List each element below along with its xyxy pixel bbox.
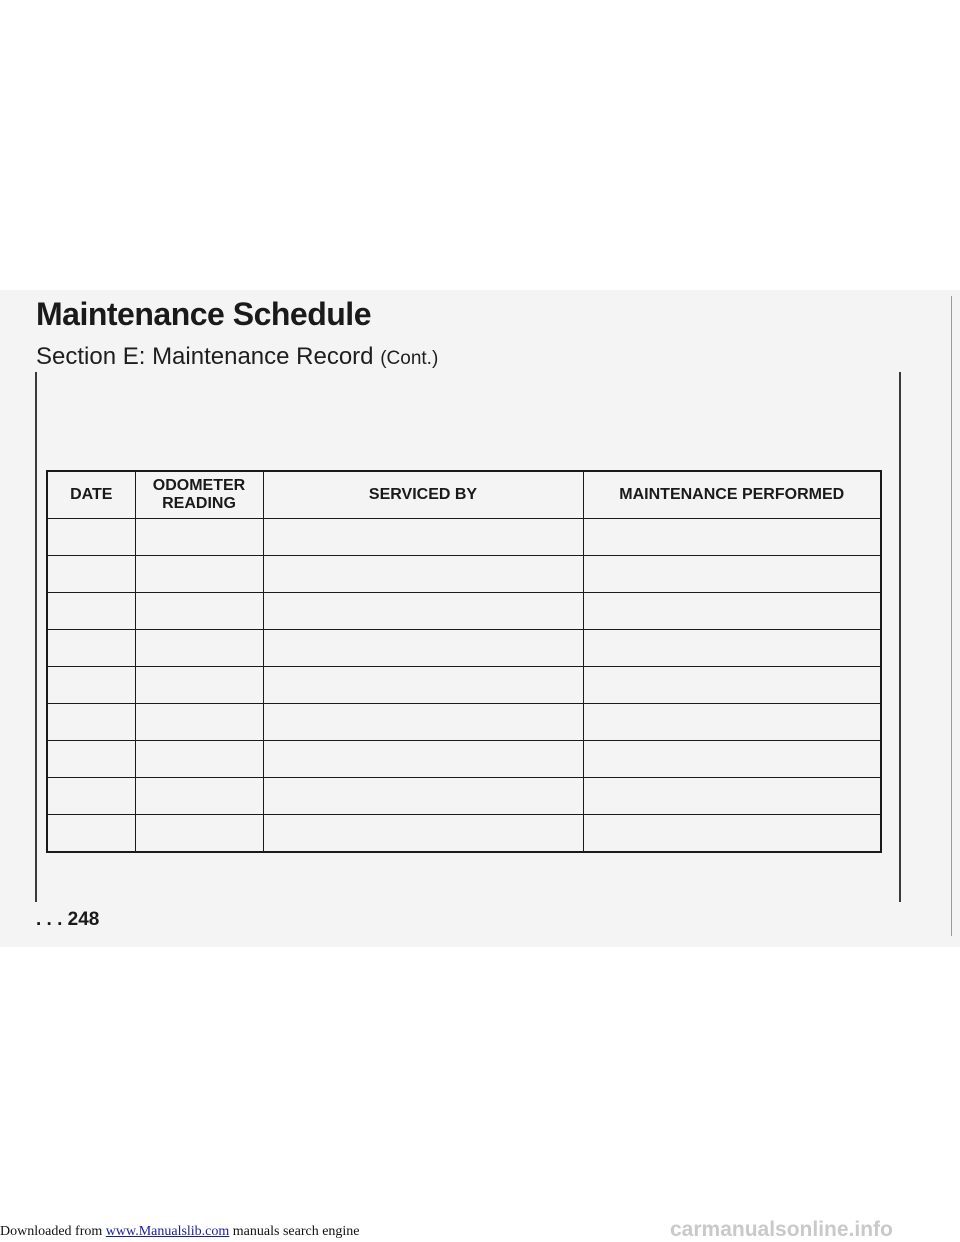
table-cell (263, 630, 583, 667)
page-number: . . . 248 (36, 909, 100, 930)
column-header-serviced-by: SERVICED BY (263, 471, 583, 519)
footer-suffix: manuals search engine (229, 1224, 360, 1239)
column-header-odometer-line1: ODOMETER (152, 477, 246, 494)
table-cell (583, 593, 881, 630)
section-subtitle-text: Section E: Maintenance Record (36, 343, 374, 370)
table-cell (135, 667, 263, 704)
table-cell (583, 815, 881, 853)
table-cell (263, 778, 583, 815)
maintenance-record-table (46, 470, 882, 853)
table-cell (263, 556, 583, 593)
table-row (47, 556, 881, 593)
table-cell (263, 815, 583, 853)
table-cell (583, 667, 881, 704)
table-cell (583, 630, 881, 667)
table-cell (135, 704, 263, 741)
manualslib-link[interactable]: www.Manualslib.com (105, 1224, 230, 1239)
table-cell (263, 519, 583, 556)
table-cell (263, 741, 583, 778)
table-cell (47, 778, 135, 815)
table-cell (135, 593, 263, 630)
table-row (47, 815, 881, 853)
page-title: Maintenance Schedule (36, 296, 371, 332)
right-margin-rule (899, 372, 901, 902)
table-cell (47, 815, 135, 853)
table-row (47, 667, 881, 704)
table-header-row (47, 471, 881, 519)
table-row (47, 778, 881, 815)
section-subtitle-cont: (Cont.) (380, 348, 439, 369)
table-body (47, 519, 881, 853)
table-cell (583, 778, 881, 815)
table-cell (583, 704, 881, 741)
table-cell (135, 778, 263, 815)
table-cell (135, 815, 263, 853)
table-cell (263, 704, 583, 741)
table-cell (47, 667, 135, 704)
table-row (47, 630, 881, 667)
table-cell (47, 556, 135, 593)
section-subtitle (36, 343, 438, 371)
column-header-odometer (135, 471, 263, 519)
table-row (47, 519, 881, 556)
table-cell (263, 593, 583, 630)
left-margin-rule (35, 372, 37, 902)
column-header-date: DATE (47, 471, 135, 519)
table-cell (47, 519, 135, 556)
table-cell (135, 519, 263, 556)
table-cell (47, 704, 135, 741)
table-row (47, 741, 881, 778)
table-cell (135, 630, 263, 667)
table-cell (583, 519, 881, 556)
table-cell (263, 667, 583, 704)
table-cell (47, 630, 135, 667)
watermark-text: carmanualsonline.info (670, 1218, 893, 1241)
table-row (47, 704, 881, 741)
column-header-maintenance-performed: MAINTENANCE PERFORMED (583, 471, 881, 519)
download-footer (0, 1224, 360, 1240)
footer-prefix: Downloaded from (0, 1224, 106, 1239)
table-cell (583, 741, 881, 778)
table-cell (135, 741, 263, 778)
column-header-odometer-line2: READING (162, 495, 236, 512)
table-cell (583, 556, 881, 593)
table-cell (135, 556, 263, 593)
page-edge-line (951, 296, 952, 936)
table-cell (47, 593, 135, 630)
table-cell (47, 741, 135, 778)
table-row (47, 593, 881, 630)
